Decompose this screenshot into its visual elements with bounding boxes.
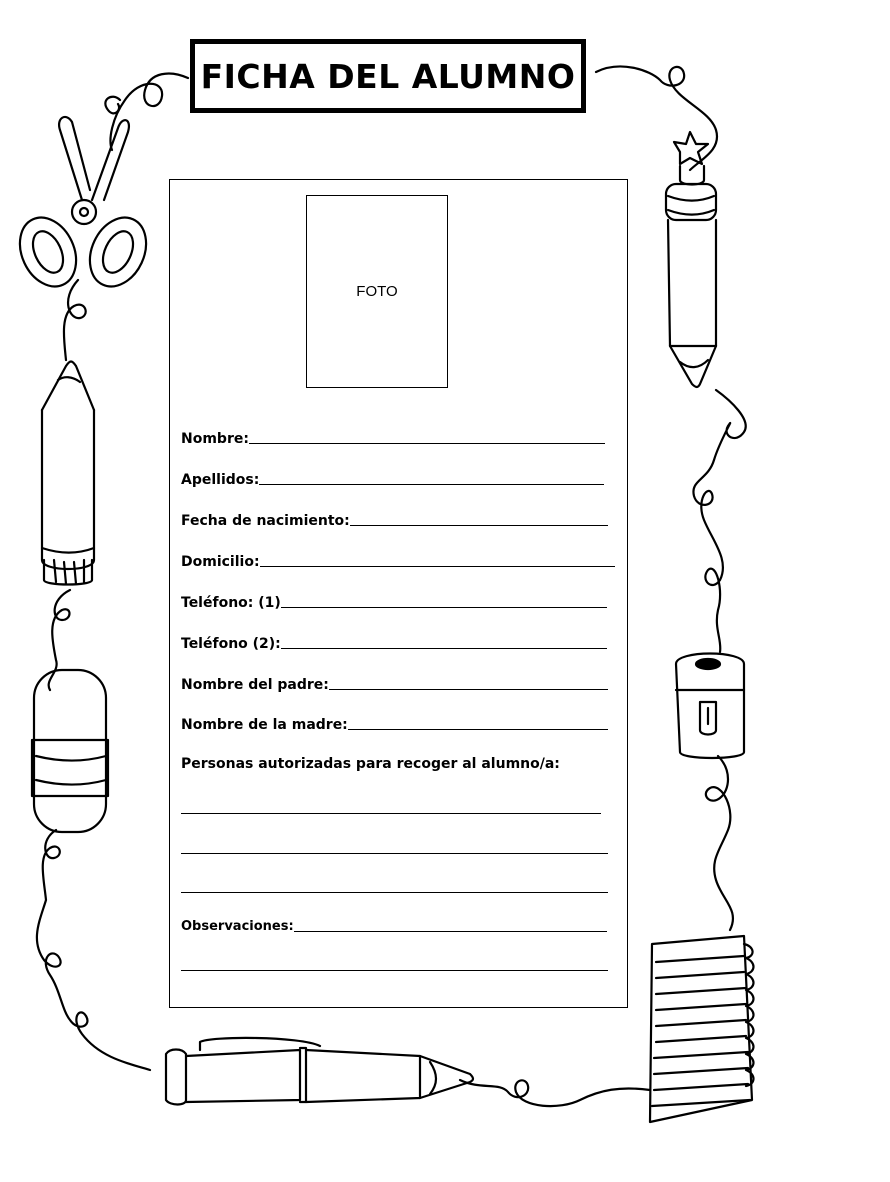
- nombre-madre-label: Nombre de la madre:: [181, 717, 348, 733]
- apellidos-label: Apellidos:: [181, 472, 260, 488]
- observaciones-line[interactable]: [294, 931, 607, 932]
- eraser-icon: [32, 670, 108, 832]
- notepad-icon: [650, 936, 754, 1122]
- observaciones-label: Observaciones:: [181, 919, 294, 934]
- photo-label: FOTO: [356, 283, 398, 300]
- curly-string-top-left: [105, 74, 188, 150]
- domicilio-field[interactable]: [181, 550, 615, 570]
- observaciones-field[interactable]: [181, 915, 607, 935]
- personas-autorizadas-label: Personas autorizadas para recoger al alumno/a:: [181, 756, 560, 772]
- nombre-madre-field[interactable]: [181, 713, 608, 733]
- telefono1-field[interactable]: [181, 591, 607, 611]
- title-box: [190, 39, 586, 113]
- telefono1-label: Teléfono: (1): [181, 595, 281, 611]
- student-form-sheet: [169, 179, 628, 1008]
- nombre-padre-line[interactable]: [329, 689, 608, 690]
- fecha-nacimiento-line[interactable]: [350, 525, 608, 526]
- domicilio-label: Domicilio:: [181, 554, 260, 570]
- apellidos-field[interactable]: [181, 468, 604, 488]
- observaciones-line-2[interactable]: [181, 970, 608, 971]
- nombre-field[interactable]: [181, 427, 605, 447]
- personas-autorizadas-line-2[interactable]: [181, 853, 608, 854]
- pen-icon: [166, 1038, 473, 1105]
- personas-autorizadas-line-1[interactable]: [181, 813, 601, 814]
- curly-string-bottom: [460, 1080, 650, 1106]
- personas-autorizadas-line-3[interactable]: [181, 892, 608, 893]
- telefono1-line[interactable]: [281, 607, 607, 608]
- page-title: FICHA DEL ALUMNO: [200, 56, 576, 96]
- fecha-nacimiento-field[interactable]: [181, 509, 608, 529]
- nombre-padre-field[interactable]: [181, 673, 608, 693]
- scissors-icon: [9, 117, 157, 296]
- domicilio-line[interactable]: [260, 566, 615, 567]
- nombre-madre-line[interactable]: [348, 729, 608, 730]
- telefono2-label: Teléfono (2):: [181, 636, 281, 652]
- nombre-label: Nombre:: [181, 431, 249, 447]
- nombre-line[interactable]: [249, 443, 605, 444]
- nombre-padre-label: Nombre del padre:: [181, 677, 329, 693]
- telefono2-line[interactable]: [281, 648, 607, 649]
- apellidos-line[interactable]: [259, 484, 604, 485]
- crayon-icon: [42, 362, 94, 585]
- fecha-nacimiento-label: Fecha de nacimiento:: [181, 513, 350, 529]
- telefono2-field[interactable]: [181, 632, 607, 652]
- sharpener-icon: [676, 654, 744, 759]
- photo-box[interactable]: [306, 195, 448, 388]
